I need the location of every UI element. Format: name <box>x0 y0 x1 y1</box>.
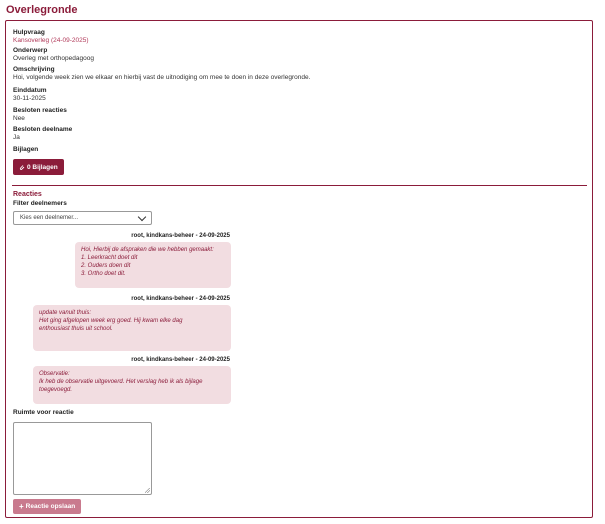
field-label: Omschrijving <box>13 66 55 73</box>
reactions-title: Reacties <box>13 191 42 198</box>
message-bubble <box>33 366 231 404</box>
field-besloten-deelname <box>13 126 72 142</box>
message-line: 1. Leerkracht doet dit <box>81 255 138 261</box>
field-einddatum <box>13 87 47 103</box>
hulpvraag-link[interactable]: Kansoverleg (24-09-2025) <box>13 37 89 44</box>
field-value: 30-11-2025 <box>13 95 46 102</box>
overlegronde-card <box>5 20 593 518</box>
save-reaction-label: Reactie opslaan <box>25 503 76 510</box>
message-line: enthousiast thuis uit school. <box>39 326 113 332</box>
message-meta: root, kindkans-beheer - 24-09-2025 <box>131 296 230 302</box>
message-line: toegevoegd. <box>39 387 73 393</box>
message-bubble <box>75 242 231 288</box>
message-line: Ik heb de observatie uitgevoerd. Het verslag heb ik als bijlage <box>39 379 203 385</box>
resize-handle-icon[interactable] <box>145 488 150 493</box>
message-meta: root, kindkans-beheer - 24-09-2025 <box>131 357 230 363</box>
field-hulpvraag <box>13 29 89 45</box>
field-omschrijving <box>13 66 310 82</box>
plus-icon: + <box>19 501 24 511</box>
field-label: Besloten deelname <box>13 126 73 133</box>
message-line: Hoi, Hierbij de afspraken die we hebben gemaakt: <box>81 247 214 253</box>
field-label: Besloten reacties <box>13 107 67 114</box>
field-bijlagen <box>13 146 38 154</box>
field-onderwerp <box>13 47 94 63</box>
filter-label: Filter deelnemers <box>13 200 67 207</box>
attachments-button-label: 0 Bijlagen <box>27 163 58 171</box>
field-value: Hoi, volgende week zien we elkaar en hierbij vast de uitnodiging om mee te doen in deze overlegronde. <box>13 74 311 81</box>
field-label: Onderwerp <box>13 47 48 54</box>
message-line: Het ging afgelopen week erg goed. Hij kwam elke dag <box>39 318 183 324</box>
message-line: 2. Ouders doen dit <box>81 263 131 269</box>
attachments-button[interactable] <box>13 159 64 175</box>
message-line: 3. Ortho doet dit. <box>81 271 126 277</box>
message-meta: root, kindkans-beheer - 24-09-2025 <box>131 233 230 239</box>
chevron-down-icon <box>138 212 146 220</box>
field-label: Bijlagen <box>13 146 39 153</box>
message-bubble <box>33 305 231 351</box>
save-reaction-button[interactable] <box>13 499 81 514</box>
field-value: Ja <box>13 134 20 141</box>
reply-label: Ruimte voor reactie <box>13 409 74 416</box>
message-line: update vanuit thuis: <box>39 310 92 316</box>
participant-filter-select[interactable] <box>13 211 152 225</box>
message-line: Observatie: <box>39 371 70 377</box>
field-besloten-reacties <box>13 107 67 123</box>
field-value: Nee <box>13 115 25 122</box>
paperclip-icon <box>19 164 25 171</box>
field-value: Overleg met orthopedagoog <box>13 55 94 62</box>
field-label: Hulpvraag <box>13 29 45 36</box>
reply-textarea[interactable] <box>13 422 152 495</box>
page-title: Overlegronde <box>6 4 78 16</box>
select-value: Kies een deelnemer... <box>20 215 79 221</box>
field-label: Einddatum <box>13 87 47 94</box>
section-divider <box>12 185 587 186</box>
